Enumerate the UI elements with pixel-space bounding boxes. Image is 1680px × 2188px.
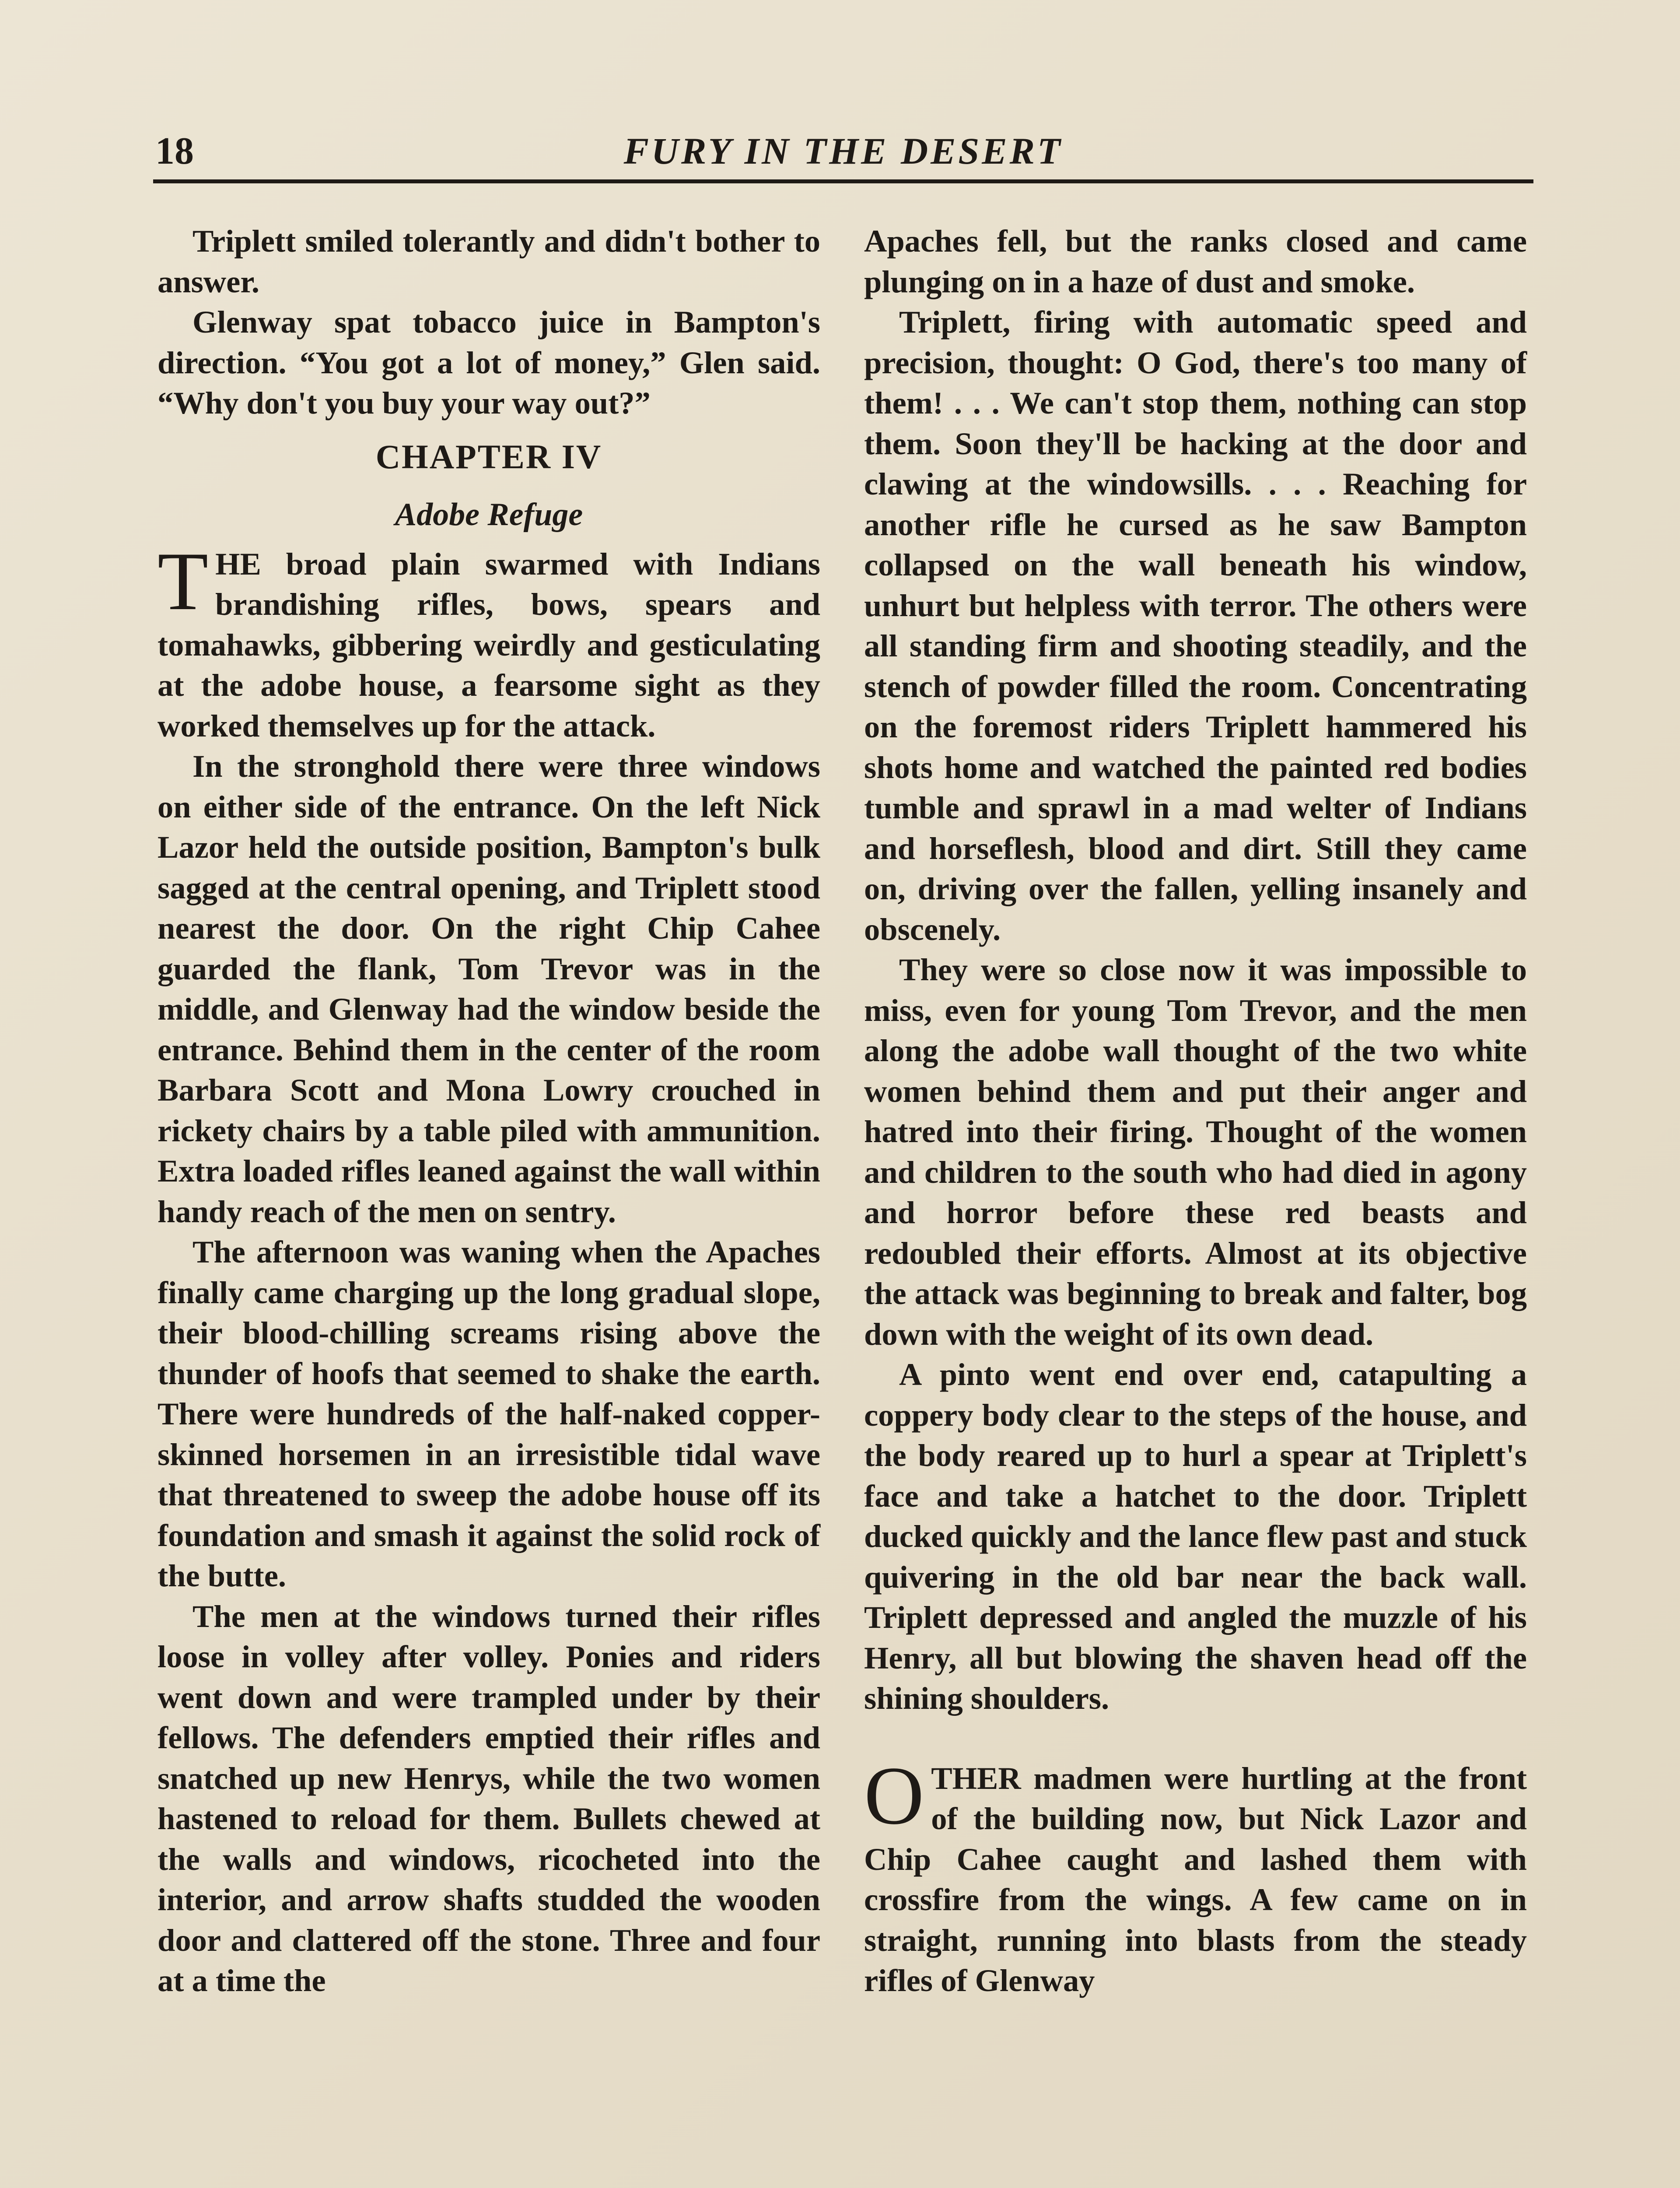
running-title: FURY IN THE DESERT xyxy=(623,130,1063,172)
header-rule xyxy=(153,179,1533,183)
chapter-title: Adobe Refuge xyxy=(395,497,583,533)
right-column xyxy=(864,221,1527,2001)
drop-cap: O xyxy=(864,1750,924,1842)
paragraph: The men at the windows turned their rifles loose in volley after volley. Ponies and riders went down and were trampled under by their fellows. The defenders emptied their rifles and snatched up new Henrys, while the two women hastened to reload for them. Bullets chewed at the walls and windows, ricocheted into the interior, and arrow shafts studded the wooden door and clattered off the stone. Three and four at a time the xyxy=(158,1598,820,1998)
page-header xyxy=(155,125,1531,186)
paragraph-text: HE broad plain swarmed with Indians brandishing rifles, bows, spears and tomahawks, gibbering weirdly and gesticulating at the adobe house, a fearsome sight as they worked themselves up for the attack. xyxy=(158,546,820,743)
page-number: 18 xyxy=(155,130,194,172)
paragraph-text: THER madmen were hurtling at the front of the building now, but Nick Lazor and Chip Cahee caught and lashed them with crossfire from the wings. A few came on in straight, running into blasts from the steady rifles of Glenway xyxy=(864,1760,1527,1998)
paragraph: Glenway spat tobacco juice in Bampton's direction. “You got a lot of money,” Glen said. “Why don't you buy your way out?” xyxy=(158,304,820,421)
paragraph: In the stronghold there were three windows on either side of the entrance. On the left Nick Lazor held the outside position, Bampton's bulk sagged at the central opening, and Triplett stood nearest the door. On the right Chip Cahee guarded the flank, Tom Trevor was in the middle, and Glenway had the window beside the entrance. Behind them in the center of the room Barbara Scott and Mona Lowry crouched in rickety chairs by a table piled with ammunition. Extra loaded rifles leaned against the wall within handy reach of the men on sentry. xyxy=(158,748,820,1229)
paragraph: Triplett smiled tolerantly and didn't bother to answer. xyxy=(158,223,820,299)
paragraph: Apaches fell, but the ranks closed and came plunging on in a haze of dust and smoke. xyxy=(864,223,1527,299)
dropcap-paragraph xyxy=(158,535,820,747)
left-column xyxy=(158,221,820,2001)
dropcap-paragraph xyxy=(864,1750,1527,2001)
section-break xyxy=(864,1719,1527,1758)
paragraph: Triplett, firing with automatic speed and precision, thought: O God, there's too many of them! . . . We can't stop them, nothing can stop them. Soon they'll be hacking at the door and clawing at the windowsills. . . . Reaching for another rifle he cursed as he saw Bampton collapsed on the wall beneath his window, unhurt but helpless with terror. The others were all standing firm and shooting steadily, and the stench of powder filled the room. Concentrating on the foremost riders Triplett hammered his shots home and watched the painted red bodies tumble and sprawl in a mad welter of Indians and horseflesh, blood and dirt. Still they came on, driving over the fallen, yelling insanely and obscenely. xyxy=(864,304,1527,947)
paragraph: They were so close now it was impossible to miss, even for young Tom Trevor, and the men along the adobe wall thought of the two white women behind them and put their anger and hatred into their firing. Thought of the women and children to the south who had died in agony and horror before these red beasts and redoubled their efforts. Almost at its objective the attack was beginning to break and falter, bog down with the weight of its own dead. xyxy=(864,952,1527,1352)
chapter-heading: CHAPTER IV xyxy=(375,437,602,476)
paragraph: A pinto went end over end, catapulting a coppery body clear to the steps of the house, and the body reared up to hurl a spear at Triplett's face and take a hatchet to the door. Triplett ducked quickly and the lance flew past and stuck quivering in the old bar near the back wall. Triplett depressed and angled the muzzle of his Henry, all but blowing the shaven head off the shining shoulders. xyxy=(864,1357,1527,1716)
paragraph: The afternoon was waning when the Apaches finally came charging up the long gradual slope, their blood-chilling screams rising above the thunder of hoofs that seemed to shake the earth. There were hundreds of the half-naked copper-skinned horsemen in an irresistible tidal wave that threatened to sweep the adobe house off its foundation and smash it against the solid rock of the butte. xyxy=(158,1234,820,1593)
drop-cap: T xyxy=(158,535,209,628)
